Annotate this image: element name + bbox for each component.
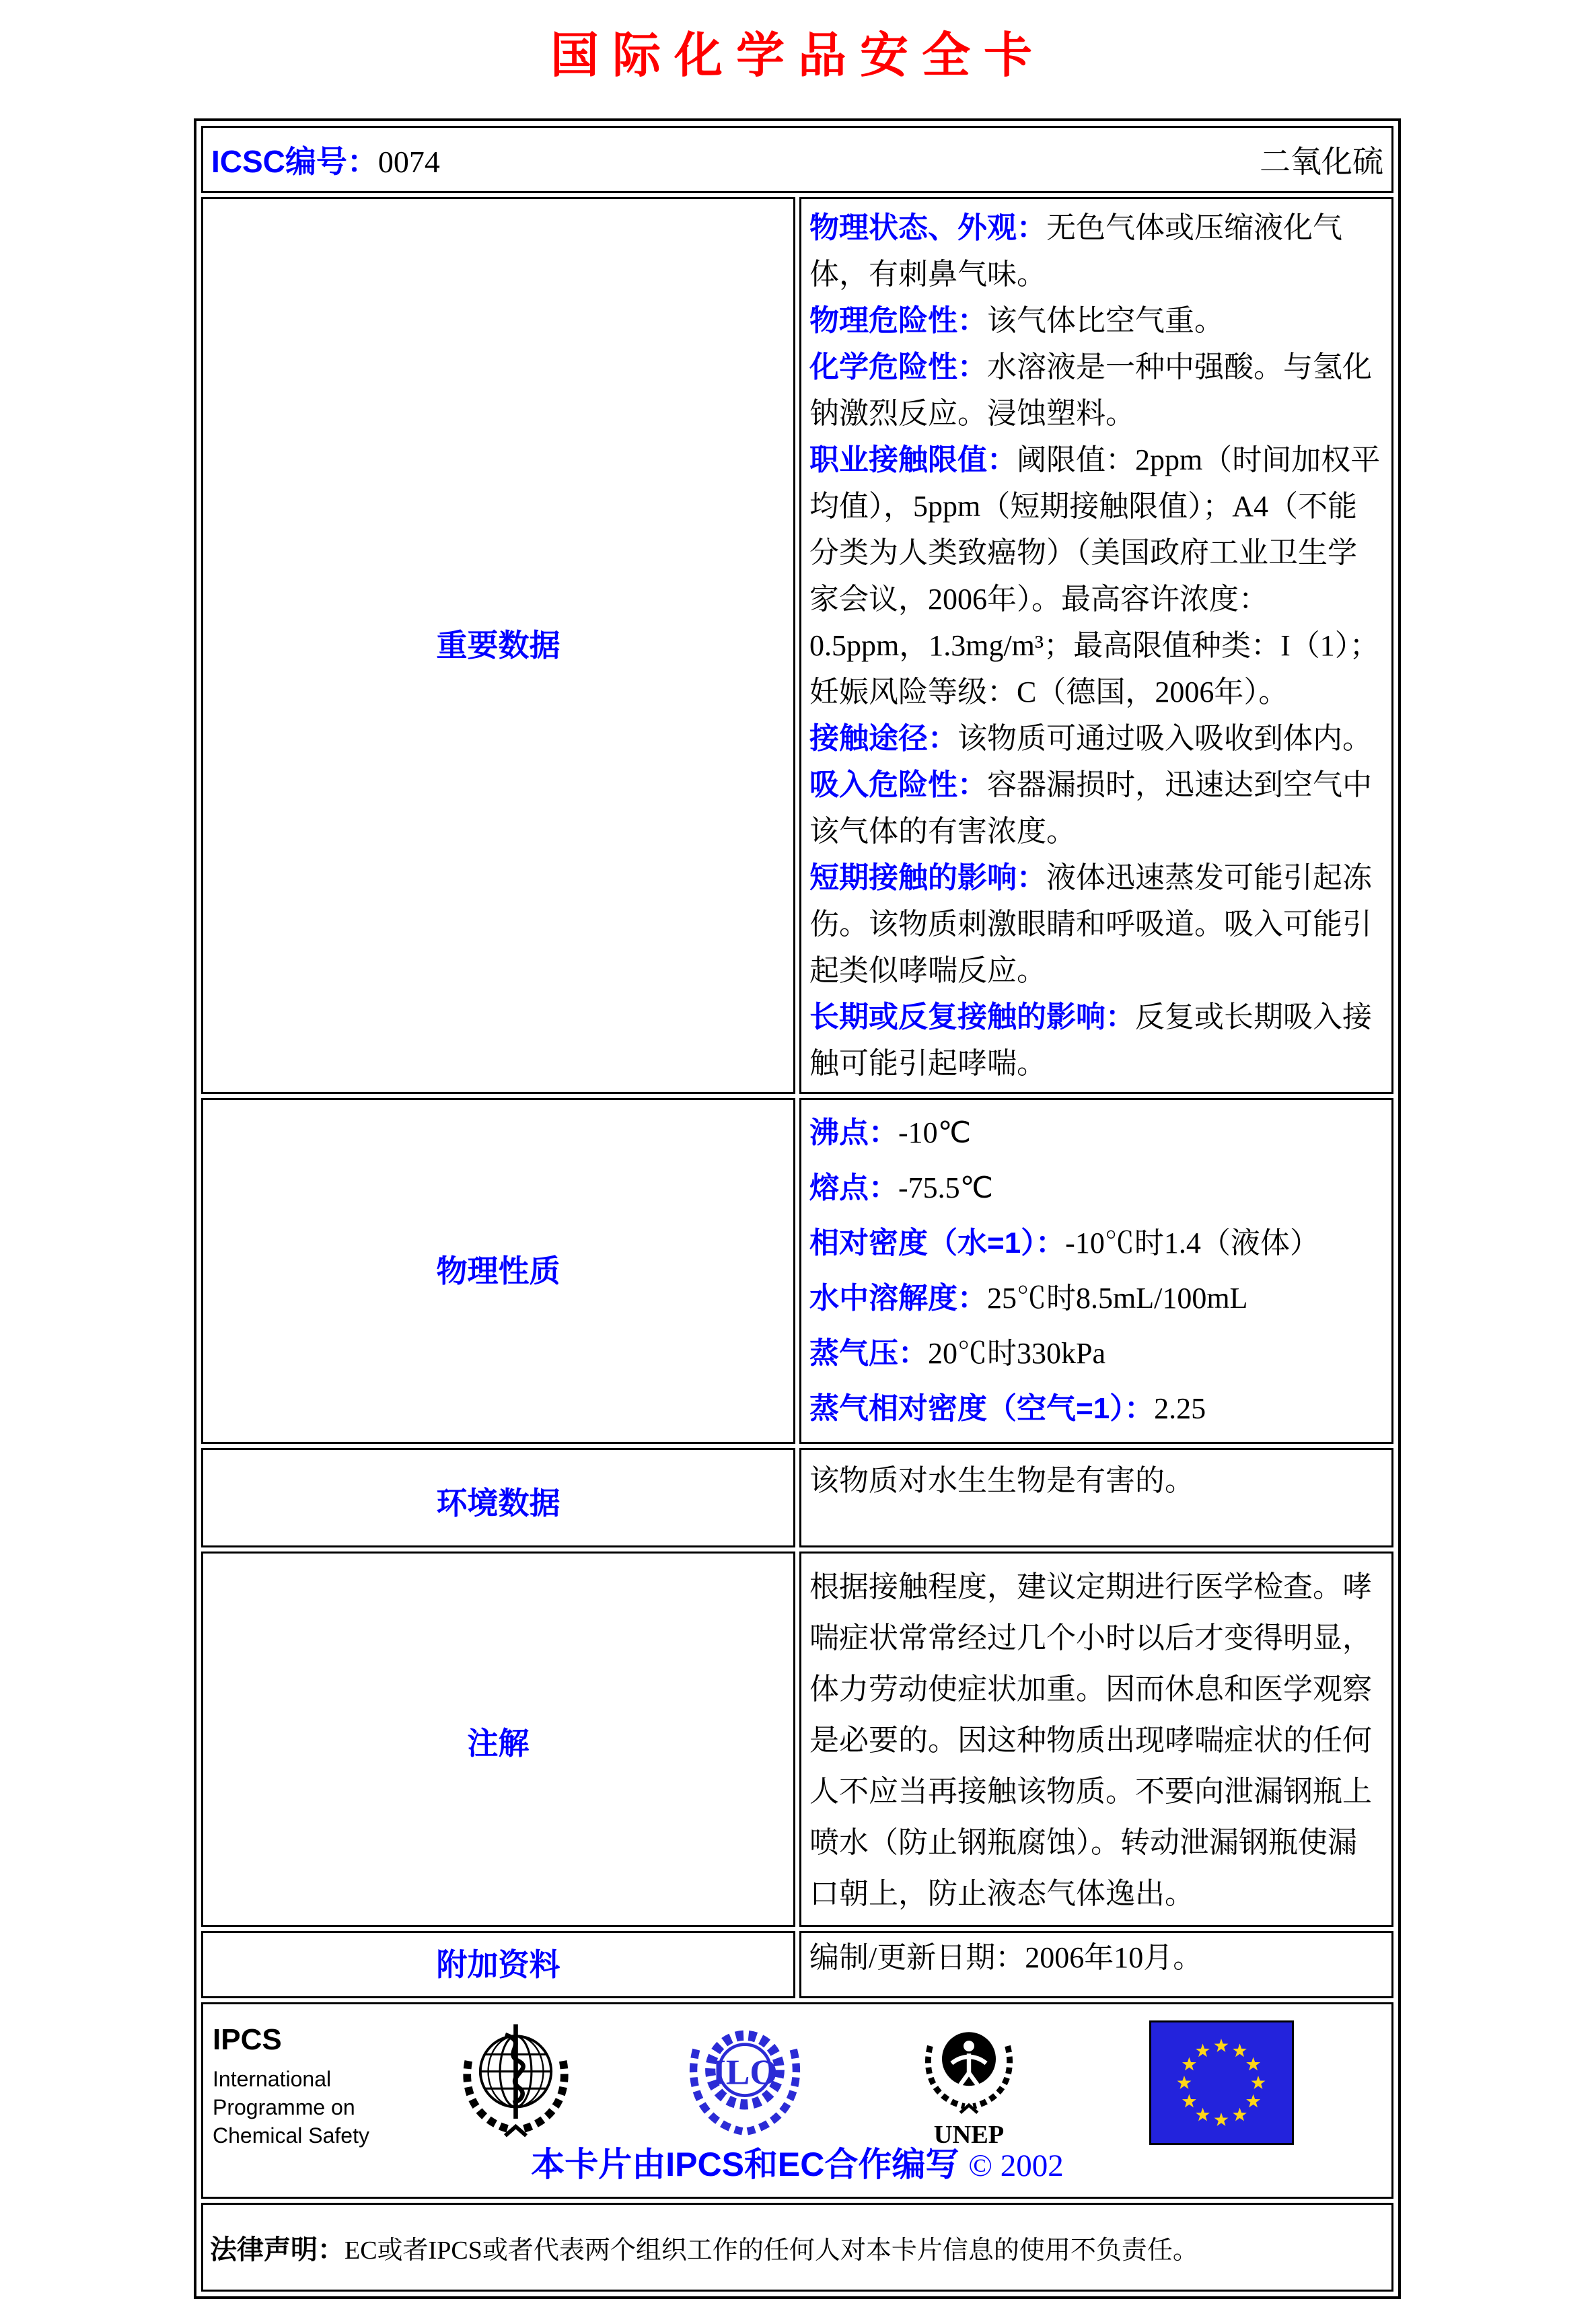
who-emblem-icon: [450, 2014, 581, 2145]
field-label: 接触途径：: [809, 722, 957, 755]
field-label: 吸入危险性：: [809, 768, 987, 801]
section-row-physical: [201, 1098, 1393, 1444]
field-value: 该物质可通过吸入吸收到体内。: [957, 722, 1372, 755]
section-content-additional: 编制/更新日期：2006年10月。: [799, 1931, 1393, 1998]
field-value: 25℃时8.5mL/100mL: [987, 1282, 1248, 1315]
field-label: 长期或反复接触的影响：: [809, 1000, 1135, 1033]
field-long-term-effects: [809, 994, 1383, 1087]
ipcs-line: Chemical Safety: [213, 2123, 369, 2148]
field-relative-density: [809, 1216, 1383, 1271]
legal-label: 法律声明：: [210, 2234, 344, 2265]
footer-row: [201, 2002, 1393, 2199]
field-label: 职业接触限值：: [809, 443, 1017, 476]
ipcs-line: Programme on: [213, 2095, 355, 2119]
section-content-environment: 该物质对水生生物是有害的。: [799, 1448, 1393, 1547]
field-value: 液体迅速蒸发可能引起冻伤。该物质刺激眼睛和呼吸道。吸入可能引起类似哮喘反应。: [809, 861, 1372, 987]
unep-logo-icon: [915, 2014, 1023, 2152]
footer-caption: [203, 2138, 1391, 2186]
section-content-important: [799, 197, 1393, 1094]
eu-flag-icon: [1149, 2020, 1294, 2148]
field-value: 水溶液是一种中强酸。与氢化钠激烈反应。浸蚀塑料。: [809, 351, 1372, 430]
field-label: 熔点：: [809, 1171, 898, 1204]
section-label-important: 重要数据: [201, 197, 795, 1094]
field-value: 无色气体或压缩液化气体，有刺鼻气味。: [809, 211, 1342, 291]
section-row-important: [201, 197, 1393, 1094]
field-chemical-danger: [809, 344, 1383, 437]
field-value: 该气体比空气重。: [987, 304, 1224, 337]
section-content-physical: [799, 1098, 1393, 1444]
ilo-emblem-icon: [681, 2014, 809, 2142]
field-label: 蒸气压：: [809, 1337, 928, 1370]
field-label: 蒸气相对密度（空气=1）：: [809, 1392, 1155, 1425]
icsc-number-value: 0074: [377, 145, 440, 179]
section-label-physical: 物理性质: [201, 1098, 795, 1444]
field-label: 短期接触的影响：: [809, 861, 1046, 894]
field-vapor-pressure: [809, 1326, 1383, 1381]
field-label: 物理状态、外观：: [809, 211, 1046, 244]
unep-emblem-icon: [915, 2014, 1023, 2148]
page-title: 国际化学品安全卡: [550, 29, 1046, 83]
field-vapor-density: [809, 1381, 1383, 1436]
icsc-number-field: [211, 137, 440, 182]
eu-flag-svg: [1149, 2020, 1294, 2145]
legal-text: EC或者IPCS或者代表两个组织工作的任何人对本卡片信息的使用不负责任。: [344, 2236, 1198, 2265]
field-value: 容器漏损时，迅速达到空气中该气体的有害浓度。: [809, 768, 1372, 848]
field-value: -10℃时1.4（液体）: [1065, 1227, 1319, 1260]
field-value: 2.25: [1154, 1392, 1206, 1425]
ipcs-text-block: [213, 2014, 391, 2150]
ipcs-line: International: [213, 2067, 332, 2091]
field-physical-state: [809, 205, 1383, 297]
who-logo-icon: [450, 2014, 581, 2148]
field-label: 沸点：: [809, 1116, 898, 1149]
section-row-additional: [201, 1931, 1393, 1998]
logos-row: [213, 2014, 1391, 2152]
field-physical-danger: [809, 297, 1383, 344]
section-content-notes: 根据接触程度，建议定期进行医学检查。哮喘症状常常经过几个小时以后才变得明显，体力劳动使症状加重。因而休息和医学观察是必要的。因这种物质出现哮喘症状的任何人不应当再接触该物质。不要向泄漏钢瓶上喷水（防止钢瓶腐蚀）。转动泄漏钢瓶使漏口朝上，防止液态气体逸出。: [799, 1552, 1393, 1927]
card-header-cell: [201, 126, 1393, 193]
field-label: 物理危险性：: [809, 304, 987, 337]
caption-text: 本卡片由IPCS和EC合作编写: [531, 2146, 959, 2183]
section-row-environment: [201, 1448, 1393, 1547]
section-label-notes: 注解: [201, 1552, 795, 1927]
field-value: 阈限值：2ppm（时间加权平均值），5ppm（短期接触限值）；A4（不能分类为人类致癌物）（美国政府工业卫生学家会议，2006年）。最高容许浓度：0.5ppm，1.3mg/m³；最高限值种类：I（1）；妊娠风险等级：C（德国，2006年）。: [809, 443, 1381, 708]
icsc-card: [194, 118, 1401, 2299]
field-value: 20℃时330kPa: [928, 1337, 1105, 1370]
unep-wordmark: UNEP: [933, 2121, 1005, 2148]
icsc-table: [197, 122, 1398, 2296]
field-melting-point: [809, 1161, 1383, 1216]
copyright-text: © 2002: [968, 2148, 1064, 2183]
field-label: 水中溶解度：: [809, 1282, 987, 1315]
ipcs-acronym: IPCS: [213, 2023, 282, 2056]
ilo-monogram: ILO: [712, 2052, 778, 2092]
icsc-number-label: ICSC编号：: [211, 144, 378, 179]
chemical-name: 二氧化硫: [1260, 145, 1383, 179]
legal-cell: [201, 2203, 1393, 2292]
field-water-solubility: [809, 1271, 1383, 1326]
field-short-term-effects: [809, 854, 1383, 994]
field-label: 相对密度（水=1）：: [809, 1227, 1066, 1260]
section-label-environment: 环境数据: [201, 1448, 795, 1547]
ilo-logo-icon: [681, 2014, 809, 2145]
field-inhalation-risk: [809, 762, 1383, 854]
field-label: 化学危险性：: [809, 351, 987, 384]
footer-cell: [201, 2002, 1393, 2199]
section-label-additional: 附加资料: [201, 1931, 795, 1998]
field-value: 反复或长期吸入接触可能引起哮喘。: [809, 1000, 1372, 1080]
section-row-notes: [201, 1552, 1393, 1927]
field-boiling-point: [809, 1105, 1383, 1161]
card-header-row: [201, 126, 1393, 193]
field-exposure-routes: [809, 715, 1383, 762]
legal-row: [201, 2203, 1393, 2292]
field-occupational-limits: [809, 437, 1383, 715]
field-value: -75.5℃: [898, 1171, 994, 1204]
field-value: -10℃: [898, 1116, 972, 1149]
